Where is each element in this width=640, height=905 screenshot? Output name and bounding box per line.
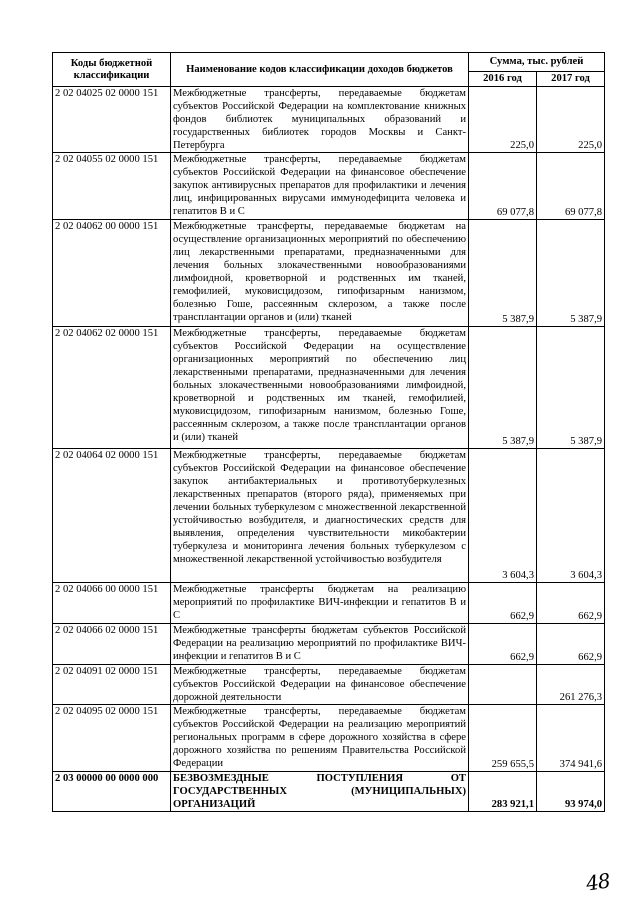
header-code: Коды бюджетной классификации [53, 53, 171, 87]
row-value-2016: 69 077,8 [469, 153, 537, 220]
table-row [53, 665, 605, 705]
table-row [53, 449, 605, 583]
row-name: Межбюджетные трансферты, передаваемые бюджетам субъектов Российской Федерации на комплектование книжных фондов библиотек муниципальных образований и государственных библиотек городов Москвы и Санкт-Петербурга [171, 87, 469, 153]
budget-table [52, 52, 605, 812]
table-row [53, 87, 605, 153]
row-code: 2 02 04025 02 0000 151 [53, 87, 171, 153]
row-name: Межбюджетные трансферты бюджетам субъектов Российской Федерации на реализацию мероприятий по профилактике ВИЧ-инфекции и гепатитов В и С [171, 624, 469, 665]
row-name: Межбюджетные трансферты бюджетам на реализацию мероприятий по профилактике ВИЧ-инфекции и гепатитов В и С [171, 583, 469, 624]
row-value-2017: 225,0 [537, 87, 605, 153]
row-code: 2 02 04062 02 0000 151 [53, 327, 171, 449]
row-name: Межбюджетные трансферты, передаваемые бюджетам субъектов Российской Федерации на финансовое обеспечение закупок антибактериальных и противотуберкулезных лекарственных препаратов (второго ряда), применяемых при лечении больных туберкулезом с множественной лекарственной устойчивостью возбудителя, и диагностических средств для выявления, определения чувствительности микобактерии туберкулеза и мониторинга лечения больных туберкулезом с множественной лекарственной устойчивостью возбудителя [171, 449, 469, 583]
table-row [53, 705, 605, 772]
row-code: 2 02 04066 00 0000 151 [53, 583, 171, 624]
row-value-2017: 374 941,6 [537, 705, 605, 772]
row-value-2016: 259 655,5 [469, 705, 537, 772]
total-value-2016: 283 921,1 [469, 772, 537, 812]
row-code: 2 02 04064 02 0000 151 [53, 449, 171, 583]
total-row [53, 772, 605, 812]
row-name: Межбюджетные трансферты, передаваемые бюджетам субъектов Российской Федерации на осуществление организационных мероприятий по обеспечению лиц лекарственными препаратами, предназначенными для лечения больных злокачественными новообразованиями лимфоидной, кроветворной и родственных им тканей, гемофилией, муковисцидозом, гипофизарным нанизмом, болезнью Гоше, рассеянным склерозом, а также после трансплантации органов и (или) тканей [171, 327, 469, 449]
row-value-2016 [469, 665, 537, 705]
total-code: 2 03 00000 00 0000 000 [53, 772, 171, 812]
row-name: Межбюджетные трансферты, передаваемые бюджетам на осуществление организационных мероприятий по обеспечению лиц лекарственными препаратами, предназначенными для лечения больных злокачественными новообразованиями лимфоидной, кроветворной и родственных им тканей, гемофилией, муковисцидозом, гипофизарным нанизмом, болезнью Гоше, рассеянным склерозом, а также после трансплантации органов и (или) тканей [171, 220, 469, 327]
row-code: 2 02 04062 00 0000 151 [53, 220, 171, 327]
row-value-2016: 662,9 [469, 624, 537, 665]
row-code: 2 02 04095 02 0000 151 [53, 705, 171, 772]
row-value-2017: 662,9 [537, 583, 605, 624]
row-value-2017: 69 077,8 [537, 153, 605, 220]
table-row [53, 327, 605, 449]
table-row [53, 153, 605, 220]
row-value-2016: 3 604,3 [469, 449, 537, 583]
table-row [53, 220, 605, 327]
row-value-2017: 662,9 [537, 624, 605, 665]
row-value-2016: 5 387,9 [469, 220, 537, 327]
header-name: Наименование кодов классификации доходов бюджетов [171, 53, 469, 87]
header-year-2016: 2016 год [469, 72, 537, 87]
row-value-2017: 5 387,9 [537, 220, 605, 327]
row-name: Межбюджетные трансферты, передаваемые бюджетам субъектов Российской Федерации на финансовое обеспечение дорожной деятельности [171, 665, 469, 705]
row-value-2016: 5 387,9 [469, 327, 537, 449]
table-row [53, 583, 605, 624]
row-code: 2 02 04055 02 0000 151 [53, 153, 171, 220]
row-name: Межбюджетные трансферты, передаваемые бюджетам субъектов Российской Федерации на реализацию мероприятий региональных программ в сфере дорожного хозяйства в сфере дорожного хозяйства по решениям Правительства Российской Федерации [171, 705, 469, 772]
row-name: Межбюджетные трансферты, передаваемые бюджетам субъектов Российской Федерации на финансовое обеспечение закупок антивирусных препаратов для профилактики и лечения лиц, инфицированных вирусами иммунодефицита человека и гепатитов В и С [171, 153, 469, 220]
total-value-2017: 93 974,0 [537, 772, 605, 812]
row-value-2017: 261 276,3 [537, 665, 605, 705]
page-number: 48 [584, 868, 612, 896]
table-row [53, 624, 605, 665]
row-value-2017: 5 387,9 [537, 327, 605, 449]
header-year-2017: 2017 год [537, 72, 605, 87]
total-name: БЕЗВОЗМЕЗДНЫЕ ПОСТУПЛЕНИЯ ОТ ГОСУДАРСТВЕННЫХ (МУНИЦИПАЛЬНЫХ) ОРГАНИЗАЦИЙ [171, 772, 469, 812]
row-code: 2 02 04091 02 0000 151 [53, 665, 171, 705]
row-value-2016: 225,0 [469, 87, 537, 153]
row-value-2017: 3 604,3 [537, 449, 605, 583]
row-value-2016: 662,9 [469, 583, 537, 624]
row-code: 2 02 04066 02 0000 151 [53, 624, 171, 665]
header-sum: Сумма, тыс. рублей [469, 53, 605, 72]
